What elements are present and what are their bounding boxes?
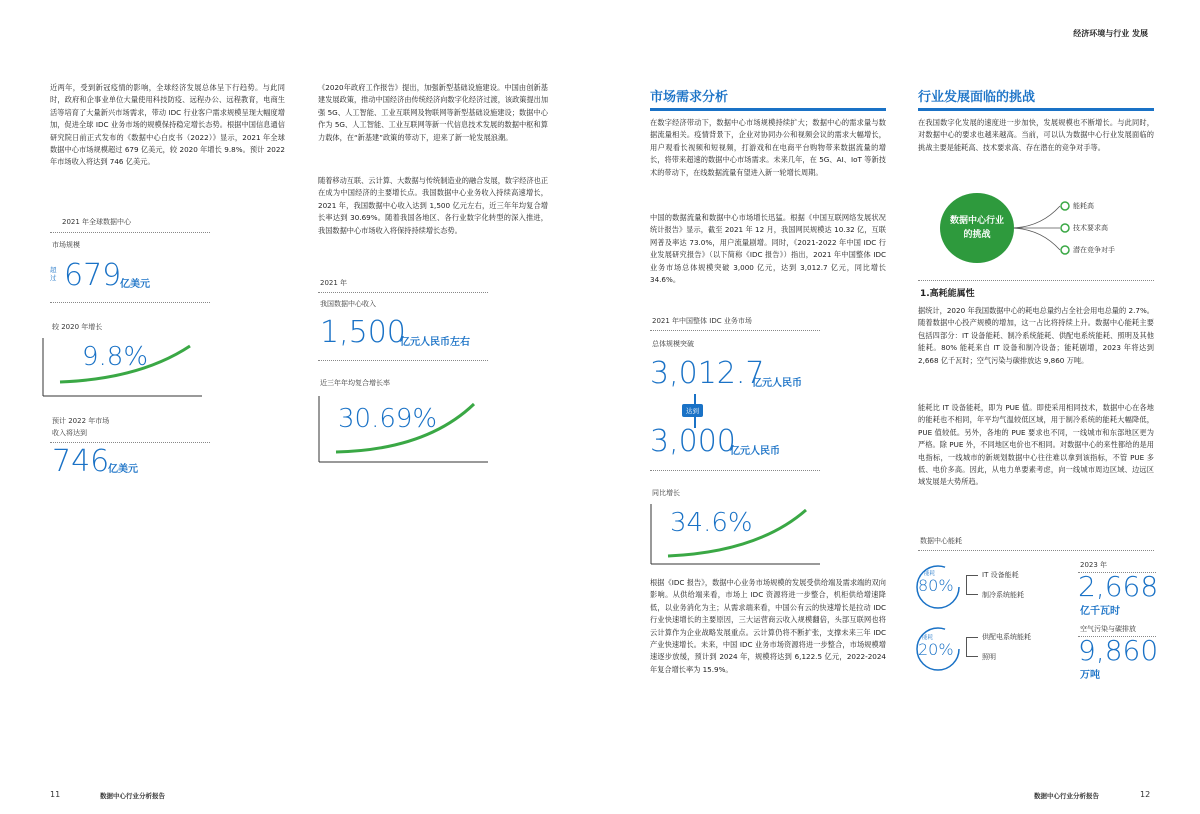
- ring-label: 能耗: [922, 635, 934, 641]
- ring2-bracket: [966, 637, 978, 657]
- unit-rmb-1: 亿元人民币: [752, 378, 802, 389]
- growth-chart-3: [648, 500, 823, 568]
- ring1-item: IT 设备能耗: [982, 571, 1019, 579]
- china-year: 2021 年: [320, 279, 348, 287]
- energy-paragraph-2: 能耗比 IT 设备能耗，即为 PUE 值。即使采用相同技术，数据中心在各地的能耗也不相同，年平均气温较低区域，用于制冷系统的能耗大幅降低，PUE 值较低。另外，各地的 PUE 要求也不同，一线城市和东部地区更为严格。除 PUE 外，不同地区电价也不相同。对数据中心的来性都给的是用电指标，一线城市的新规划数据中心往往难以拿到该指标，不管 PUE 多低、电价多高。因此，从电力单要素考虑，向一线城市周边区域、边远区域发展是大势所趋。: [918, 403, 1154, 487]
- growth-chart-1: [40, 334, 205, 400]
- divider: [918, 550, 1154, 551]
- value-9860: 9,860: [1078, 634, 1159, 667]
- pollution-label: 空气污染与碳排放: [1080, 625, 1136, 633]
- divider: [318, 360, 488, 361]
- global-heading: 2021 年全球数据中心: [62, 218, 132, 226]
- divider: [50, 232, 210, 233]
- section-title-challenges: 行业发展面临的挑战: [918, 90, 1036, 105]
- value-9-8: 9.8%: [82, 342, 149, 372]
- divider: [650, 330, 820, 331]
- page-number-right: 12: [1140, 790, 1151, 799]
- node-dot: [1061, 202, 1069, 210]
- year-2023: 2023 年: [1080, 561, 1108, 569]
- section-bar: [918, 108, 1154, 111]
- divider: [318, 292, 488, 293]
- challenge-paragraph: 在我国数字化发展的速度进一步加快，发展规模也不断增长。与此同时，对数据中心的要求也越来越高。当前，可以认为数据中心行业发展面临的挑战主要是能耗高、技术要求高、存在潜在的竞争对手等。: [918, 118, 1154, 152]
- reach-badge: 达到: [682, 404, 703, 417]
- forecast-label-2: 收入将达到: [52, 429, 87, 437]
- china-revenue-label: 我国数据中心收入: [320, 300, 376, 308]
- challenge-item: 潜在竞争对手: [1073, 246, 1115, 254]
- value-679: 679: [64, 258, 122, 293]
- challenge-diagram: [930, 188, 1160, 268]
- value-3000: 3,000: [650, 424, 736, 459]
- policy-paragraph: 《2020年政府工作报告》提出，加强新型基础设施建设。中国由创新基建发展政策，推动中国经济由传统经济向数字化经济过渡，该政策提出加强 5G、人工智能、工业互联网及物联网等新型基础设施建设；数据中心作为 5G、人工智能、工业互联网等新一代信息技术发展的数据中枢和算力载体，在“新基建”政策的带动下，迎来了新一轮发展浪潮。: [318, 83, 549, 142]
- ring-value: 20%: [918, 640, 954, 659]
- header-title: 经济环境与行业 发展: [1073, 29, 1148, 38]
- revenue-paragraph: 随着移动互联、云计算、大数据与传统制造业的融合发展，数字经济也正在成为中国经济的主要增长点。我国数据中心业务收入持续高速增长，2021 年，我国数据中心收入达到 1,500 亿元左右，近三年年均复合增长率达到 30.69%。随着我国各地区、各行业数字化转型的深入推进，我国数据中心市场收入将保持持续增长态势。: [318, 176, 549, 235]
- market-paragraph-2: 中国的数据流量和数据中心市场增长迅猛。根据《中国互联网络发展状况统计报告》显示，截至 2021 年 12 月，我国网民规模达 10.32 亿，互联网普及率达 73.0%，用户流量剧增。同时，《2021-2022 年中国 IDC 行业发展研究报告》（以下简称《IDC 报告》）指出，2021 年中国整体 IDC 业务市场总体规模突破 3,000 亿元，达到 3,012.7 亿元，同比增长 34.6%。: [650, 213, 886, 285]
- footer-title-right: 数据中心行业分析报告: [1034, 792, 1099, 800]
- forecast-label-1: 预计 2022 年市场: [52, 417, 110, 425]
- growth-chart-2: [316, 392, 491, 466]
- section-bar: [650, 108, 886, 111]
- node-dot: [1061, 224, 1069, 232]
- ring-value: 80%: [918, 576, 954, 595]
- divider: [50, 442, 210, 443]
- value-30-69: 30.69%: [338, 404, 438, 434]
- market-paragraph-1: 在数字经济带动下，数据中心市场规模持续扩大；数据中心的需求量与数据流量相关。疫情背景下，企业对协同办公和视频会议的需求大幅增长，用户观看长视频和短视频，打游戏和在电商平台购物带来数据流量的增长，将带来超速的数据中心市场需求。未来几年，在 5G、AI、IoT 等新技术的带动下，在线数据流量有望进入新一轮增长周期。: [650, 118, 886, 177]
- node-dot: [1061, 246, 1069, 254]
- divider: [918, 280, 1154, 281]
- connector-line: [1010, 206, 1060, 228]
- sub-title-energy: 1.高耗能属性: [920, 289, 975, 299]
- growth-label: 较 2020 年增长: [52, 323, 103, 331]
- unit-usd-2: 亿美元: [108, 464, 138, 475]
- unit-rmb-2: 亿元人民币: [730, 446, 780, 457]
- ring-20: [914, 625, 962, 673]
- ring1-bracket: [966, 575, 978, 595]
- challenge-item: 技术要求高: [1073, 224, 1108, 232]
- divider: [650, 470, 820, 471]
- divider: [50, 302, 210, 303]
- market-size-label: 市场规模: [52, 241, 80, 249]
- value-2668: 2,668: [1078, 570, 1159, 603]
- ring-80: [914, 563, 962, 611]
- yoy-label: 同比增长: [652, 489, 680, 497]
- value-1500: 1,500: [320, 315, 406, 350]
- connector-line: [1010, 228, 1060, 250]
- value-3012-7: 3,012.7: [650, 356, 765, 391]
- value-34-6: 34.6%: [670, 508, 753, 538]
- exceed-label: 超过: [50, 266, 57, 282]
- unit-ton: 万吨: [1080, 670, 1100, 681]
- market-paragraph-3: 根据《IDC 报告》，数据中心业务市场规模的发展受供给端及需求端的双向影响。从供给端来看，市场上 IDC 资源将进一步整合，机柜供给增速降低，以业务消化为主；从需求端来看，中国公有云的快速增长是拉动 IDC 行业快速增长的主要原因，三大运营商云收入规模翻倍，头部互联网也将云计算作为企业战略发展重点。云计算仍将不断扩张，支撑未来三年 IDC 产业快速增长。未来，中国 IDC 业务市场资源将进一步整合，市场规模增速逐步放缓，预计到 2024 年，规模将达到 6,122.5 亿元，2022-2024 年复合增长率为 15.9%。: [650, 578, 886, 674]
- ring1-item: 制冷系统能耗: [982, 591, 1024, 599]
- intro-paragraph: 近两年，受到新冠疫情的影响，全球经济发展总体呈下行趋势。与此同时，政府和企事业单位大量使用科技防疫、远程办公、远程教育，电商生活等培育了大量新兴市场需求，带动 IDC 行业客户需求规模呈现大幅度增加，促进全球 IDC 业务市场的规模保持稳定增长态势。根据中国信息通信研究院日前正式发布的《数据中心白皮书（2022）》显示，2021 年全球数据中心市场规模超过 679 亿美元，较 2020 年增长 9.8%。预计 2022 年市场收入将达到 746 亿美元。: [50, 83, 285, 167]
- total-label: 总体规模突破: [652, 340, 694, 348]
- challenge-item: 能耗高: [1073, 202, 1094, 210]
- ring-label: 能耗: [924, 571, 936, 577]
- unit-usd-1: 亿美元: [120, 279, 150, 290]
- unit-kwh: 亿千瓦时: [1080, 606, 1120, 617]
- value-746: 746: [52, 444, 110, 479]
- cagr-label: 近三年年均复合增长率: [320, 379, 390, 387]
- ring2-item: 照明: [982, 653, 996, 661]
- energy-paragraph-1: 据统计，2020 年我国数据中心的耗电总量约占全社会用电总量的 2.7%。随着数据中心投产规模的增加，这一占比将持续上升。数据中心能耗主要包括四部分：IT 设备能耗、制冷系统能耗、供配电系统能耗、照明及其他能耗。80% 能耗来自 IT 设备和制冷设备；能耗剧增，2023 年将达到 2,668 亿千瓦时；空气污染与碳排放达 9,860 万吨。: [918, 306, 1154, 365]
- ring2-item: 供配电系统能耗: [982, 633, 1031, 641]
- unit-1500: 亿元人民币左右: [400, 337, 470, 348]
- page-number-left: 11: [50, 790, 61, 799]
- footer-title-left: 数据中心行业分析报告: [100, 792, 165, 800]
- section-title-market: 市场需求分析: [650, 90, 729, 105]
- idc-heading: 2021 年中国整体 IDC 业务市场: [652, 317, 752, 325]
- energy-heading: 数据中心能耗: [920, 537, 962, 545]
- challenge-center-circle: 数据中心行业的挑战: [940, 193, 1014, 263]
